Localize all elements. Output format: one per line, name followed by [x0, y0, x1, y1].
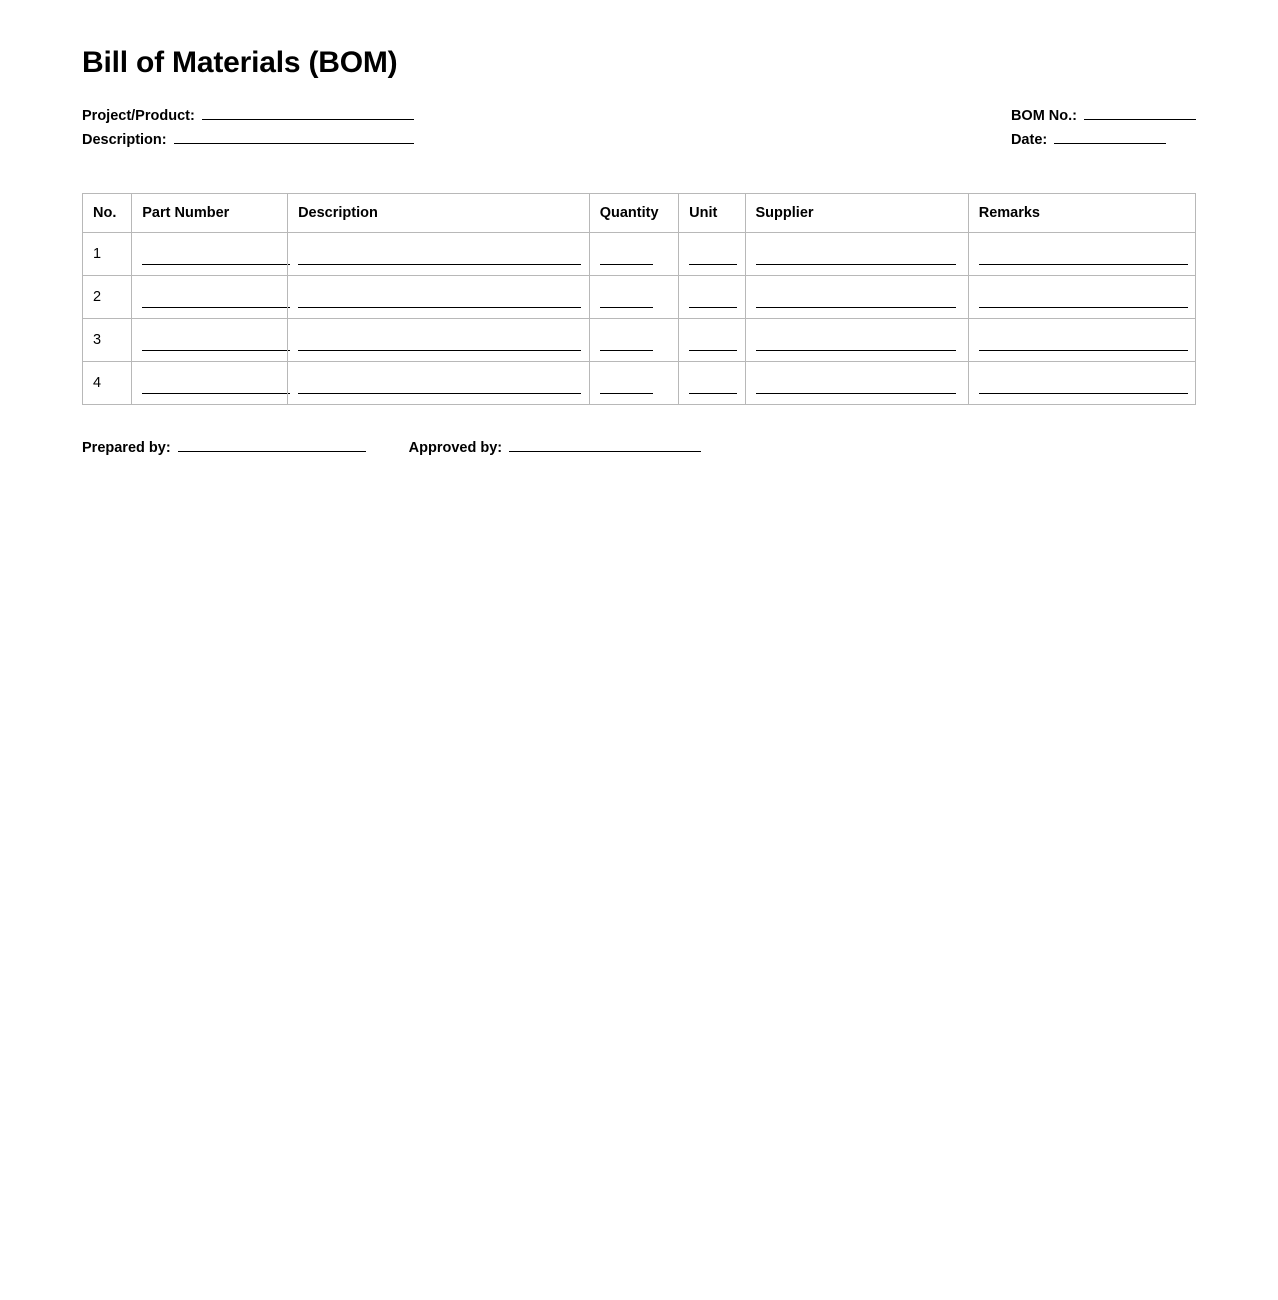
- unit-input[interactable]: [689, 290, 737, 308]
- document-meta: [82, 106, 1196, 162]
- row-number: 2: [83, 276, 132, 319]
- cell-unit[interactable]: [679, 362, 745, 405]
- remarks-input[interactable]: [979, 290, 1188, 308]
- field-description: [82, 130, 414, 154]
- supplier-input[interactable]: [756, 376, 956, 394]
- remarks-input[interactable]: [979, 247, 1188, 265]
- supplier-input[interactable]: [756, 290, 956, 308]
- cell-description[interactable]: [288, 276, 590, 319]
- quantity-input[interactable]: [600, 333, 653, 351]
- unit-input[interactable]: [689, 247, 737, 265]
- date-label: Date:: [1010, 132, 1048, 148]
- cell-unit[interactable]: [679, 319, 745, 362]
- part-number-input[interactable]: [142, 333, 290, 351]
- table-row: [83, 319, 1196, 362]
- field-prepared-by: [82, 438, 366, 456]
- cell-quantity[interactable]: [589, 362, 678, 405]
- field-project-product: [82, 106, 414, 130]
- part-number-input[interactable]: [142, 290, 290, 308]
- field-approved-by: [409, 438, 701, 456]
- column-header-part-number: Part Number: [132, 194, 288, 233]
- cell-quantity[interactable]: [589, 276, 678, 319]
- prepared-by-input[interactable]: [178, 438, 366, 452]
- column-header-description: Description: [288, 194, 590, 233]
- table-row: [83, 233, 1196, 276]
- date-input[interactable]: [1054, 130, 1166, 144]
- remarks-input[interactable]: [979, 333, 1188, 351]
- part-number-input[interactable]: [142, 247, 290, 265]
- cell-description[interactable]: [288, 362, 590, 405]
- bom-table: [82, 193, 1196, 405]
- row-number: 4: [83, 362, 132, 405]
- bom-no-input[interactable]: [1084, 106, 1196, 120]
- meta-right-column: [1011, 106, 1196, 154]
- field-date: [1011, 130, 1196, 154]
- column-header-quantity: Quantity: [589, 194, 678, 233]
- cell-part-number[interactable]: [132, 319, 288, 362]
- project-product-label: Project/Product:: [82, 108, 195, 124]
- cell-part-number[interactable]: [132, 362, 288, 405]
- quantity-input[interactable]: [600, 290, 653, 308]
- column-header-no: No.: [83, 194, 132, 233]
- field-bom-no: [1011, 106, 1196, 130]
- cell-remarks[interactable]: [968, 276, 1195, 319]
- table-header-row: [83, 194, 1196, 233]
- column-header-supplier: Supplier: [745, 194, 968, 233]
- unit-input[interactable]: [689, 376, 737, 394]
- page-title: Bill of Materials (BOM): [82, 46, 398, 79]
- row-number: 1: [83, 233, 132, 276]
- description-input[interactable]: [298, 247, 581, 265]
- remarks-input[interactable]: [979, 376, 1188, 394]
- signature-section: [82, 438, 1196, 456]
- table-row: [83, 276, 1196, 319]
- cell-description[interactable]: [288, 319, 590, 362]
- description-input[interactable]: [298, 290, 581, 308]
- description-label: Description:: [82, 132, 167, 148]
- quantity-input[interactable]: [600, 376, 653, 394]
- cell-supplier[interactable]: [745, 233, 968, 276]
- project-product-input[interactable]: [202, 106, 414, 120]
- table-row: [83, 362, 1196, 405]
- supplier-input[interactable]: [756, 247, 956, 265]
- cell-supplier[interactable]: [745, 319, 968, 362]
- supplier-input[interactable]: [756, 333, 956, 351]
- cell-quantity[interactable]: [589, 319, 678, 362]
- unit-input[interactable]: [689, 333, 737, 351]
- column-header-remarks: Remarks: [968, 194, 1195, 233]
- prepared-by-label: Prepared by:: [82, 440, 171, 456]
- description-input[interactable]: [298, 376, 581, 394]
- cell-part-number[interactable]: [132, 276, 288, 319]
- cell-unit[interactable]: [679, 233, 745, 276]
- meta-left-column: [82, 106, 414, 154]
- cell-part-number[interactable]: [132, 233, 288, 276]
- cell-supplier[interactable]: [745, 362, 968, 405]
- bom-no-label: BOM No.:: [1010, 108, 1077, 124]
- quantity-input[interactable]: [600, 247, 653, 265]
- approved-by-label: Approved by:: [408, 440, 503, 456]
- column-header-unit: Unit: [679, 194, 745, 233]
- cell-description[interactable]: [288, 233, 590, 276]
- cell-remarks[interactable]: [968, 233, 1195, 276]
- cell-quantity[interactable]: [589, 233, 678, 276]
- cell-remarks[interactable]: [968, 362, 1195, 405]
- row-number: 3: [83, 319, 132, 362]
- description-input[interactable]: [298, 333, 581, 351]
- part-number-input[interactable]: [142, 376, 290, 394]
- cell-remarks[interactable]: [968, 319, 1195, 362]
- cell-unit[interactable]: [679, 276, 745, 319]
- cell-supplier[interactable]: [745, 276, 968, 319]
- description-input[interactable]: [174, 130, 414, 144]
- approved-by-input[interactable]: [509, 438, 701, 452]
